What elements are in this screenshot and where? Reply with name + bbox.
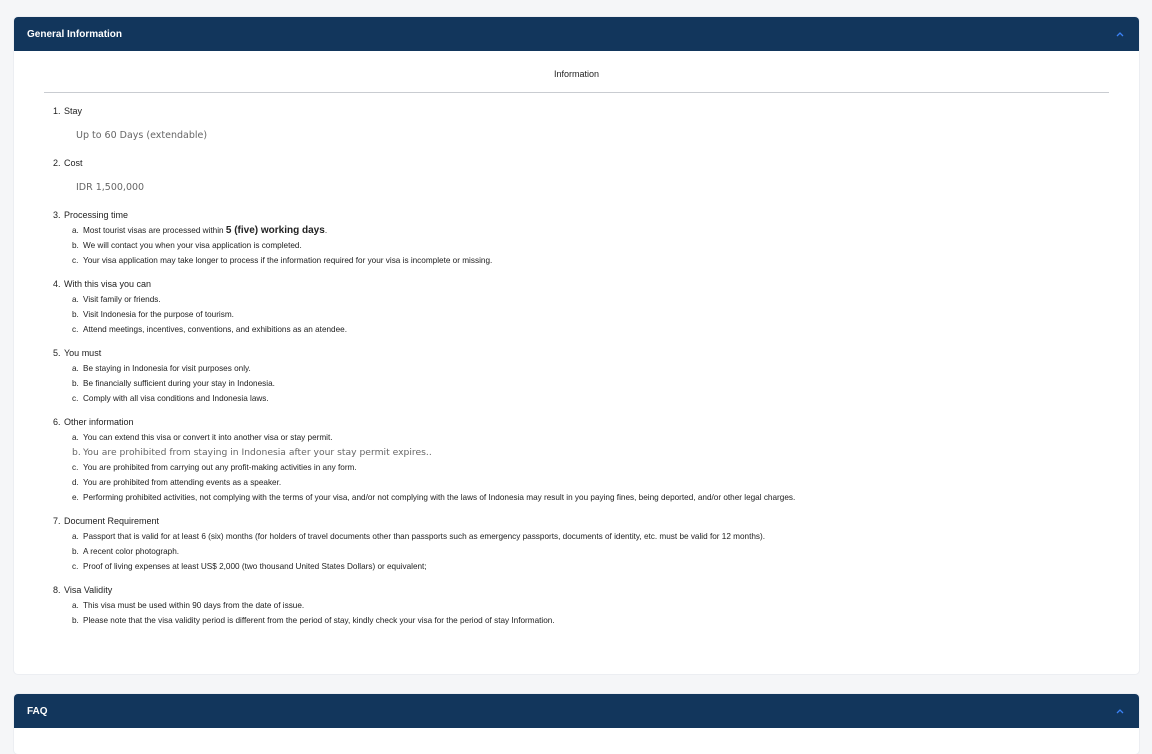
item-number: 5. [53,348,61,358]
sub-item-text: Attend meetings, incentives, conventions, and exhibitions as an atendee. [83,325,347,334]
item-heading [53,584,1123,596]
sub-item-letter: a. [72,532,79,541]
item-heading [53,209,1123,221]
sub-item-text: We will contact you when your visa application is completed. [83,241,302,250]
sub-list-item [72,544,1123,559]
sub-list-item [72,391,1123,406]
item-value: Up to 60 Days (extendable) [76,130,208,141]
sub-item-text: Performing prohibited activities, not complying with the terms of your visa, and/or not complying with the laws of Indonesia may result in you paying fines, being deported, and/or other legal charges. [83,493,796,502]
item-number: 2. [53,158,61,168]
list-item [53,278,1123,337]
item-title: Other information [64,417,134,427]
item-number: 7. [53,516,61,526]
list-item [53,209,1123,268]
sub-item-letter: c. [72,325,79,334]
item-number: 8. [53,585,61,595]
sub-item-letter: b. [72,310,79,319]
sub-item-letter: b. [72,447,81,458]
faq-header[interactable] [14,694,1139,728]
item-heading [53,105,1123,117]
sub-item-text-end: . [324,226,328,235]
sub-item-letter: a. [72,364,79,373]
item-number: 1. [53,106,61,116]
divider [44,92,1109,93]
sub-list-item [72,529,1123,544]
sub-item-letter: b. [72,241,79,250]
sub-item-text: A recent color photograph. [83,547,180,556]
sub-list [72,361,1123,406]
sub-item-letter: c. [72,562,79,571]
sub-list [72,430,1123,505]
sub-item-text: Be financially sufficient during your stay in Indonesia. [83,379,275,388]
sub-list [72,529,1123,574]
general-information-header[interactable] [14,17,1139,51]
general-information-title: General Information [27,28,123,40]
sub-item-letter: b. [72,616,79,625]
sub-list-item [72,253,1123,268]
sub-list-item [72,559,1123,574]
item-value: IDR 1,500,000 [76,182,145,193]
sub-list [72,292,1123,337]
chevron-up-icon[interactable] [1115,706,1125,716]
sub-list [72,598,1123,628]
list-item [53,584,1123,628]
information-list [53,105,1123,638]
sub-list-item [72,223,1123,238]
item-heading [53,416,1123,428]
sub-item-letter: a. [72,226,79,235]
sub-item-text: You can extend this visa or convert it into another visa or stay permit. [83,433,333,442]
item-title: Visa Validity [64,585,113,595]
item-number: 3. [53,210,61,220]
sub-item-text: Your visa application may take longer to process if the information required for your visa is incomplete or missing. [83,256,493,265]
chevron-up-icon[interactable] [1115,29,1125,39]
faq-panel [14,694,1139,754]
item-heading [53,278,1123,290]
sub-item-text: Passport that is valid for at least 6 (six) months (for holders of travel documents other than passports such as emergency passports, documents of identity, etc. must be valid for 12 months). [83,532,766,541]
sub-list-item [72,613,1123,628]
general-information-panel [14,17,1139,674]
sub-item-text: Comply with all visa conditions and Indonesia laws. [83,394,269,403]
sub-item-text: You are prohibited from carrying out any profit-making activities in any form. [83,463,357,472]
sub-item-text: Visit Indonesia for the purpose of tourism. [83,310,234,319]
sub-list-item [72,376,1123,391]
sub-list-item [72,238,1123,253]
sub-list [72,223,1123,268]
item-title: Cost [64,158,83,168]
sub-item-emphasis: 5 (five) working days [225,225,325,236]
sub-item-letter: a. [72,601,79,610]
sub-item-text: This visa must be used within 90 days from the date of issue. [83,601,305,610]
sub-list-item [72,292,1123,307]
item-heading [53,347,1123,359]
sub-item-letter: c. [72,394,79,403]
sub-item-text: You are prohibited from attending events as a speaker. [83,478,282,487]
sub-list-item [72,361,1123,376]
sub-item-letter: d. [72,478,79,487]
sub-list-item [72,307,1123,322]
sub-item-text: Please note that the visa validity period is different from the period of stay, kindly check your visa for the period of stay Information. [83,616,555,625]
sub-item-letter: b. [72,547,79,556]
sub-list-item [72,322,1123,337]
sub-item-text: Most tourist visas are processed within [83,226,226,235]
sub-list-item [72,460,1123,475]
list-item [53,347,1123,406]
sub-item-letter: a. [72,295,79,304]
sub-item-text: Visit family or friends. [83,295,161,304]
sub-list-item [72,430,1123,445]
sub-item-letter: e. [72,493,79,502]
item-heading [53,515,1123,527]
sub-item-letter: c. [72,256,79,265]
sub-list-item [72,598,1123,613]
sub-list-item [72,475,1123,490]
sub-item-text: Be staying in Indonesia for visit purposes only. [83,364,251,373]
information-heading: Information [553,69,600,79]
sub-list-item [72,490,1123,505]
list-item [53,416,1123,505]
item-title: Stay [64,106,83,116]
item-title: Document Requirement [64,516,160,526]
list-item [53,105,1123,143]
item-number: 6. [53,417,61,427]
item-title: With this visa you can [64,279,152,289]
faq-title: FAQ [27,705,48,717]
sub-item-text: Proof of living expenses at least US$ 2,000 (two thousand United States Dollars) or equivalent; [83,562,427,571]
item-number: 4. [53,279,61,289]
sub-item-letter: a. [72,433,79,442]
item-title: Processing time [64,210,129,220]
item-heading [53,157,1123,169]
sub-item-letter: c. [72,463,79,472]
sub-list-item [72,445,1123,460]
sub-item-letter: b. [72,379,79,388]
item-title: You must [64,348,102,358]
list-item [53,515,1123,574]
sub-item-text: You are prohibited from staying in Indonesia after your stay permit expires.. [83,447,432,458]
list-item [53,157,1123,195]
